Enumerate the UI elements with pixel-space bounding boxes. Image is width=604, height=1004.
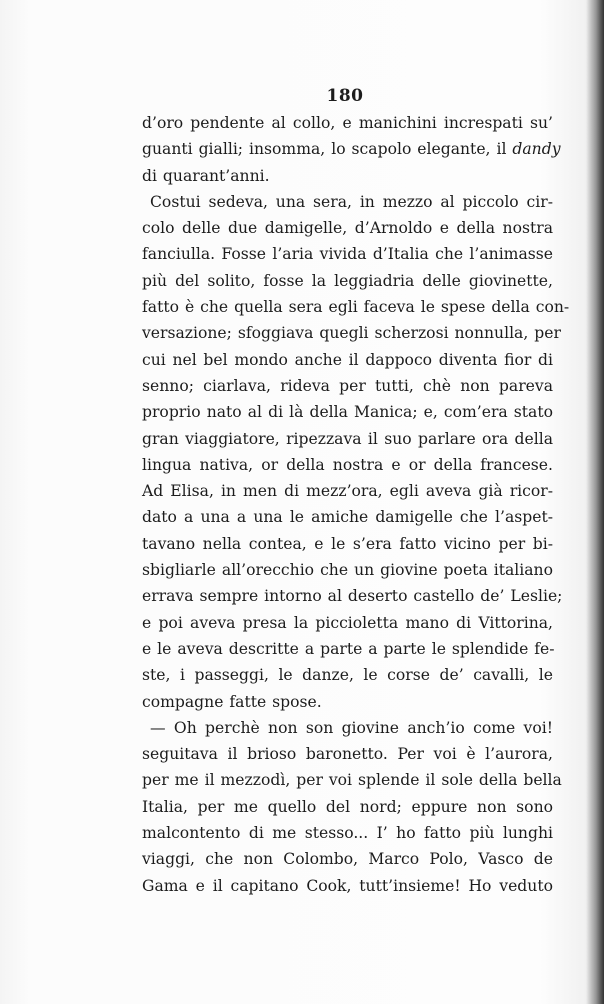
text-line [142,320,561,346]
text-line [142,163,553,189]
text-line [142,715,553,741]
text-line [142,373,553,399]
text-line-content: Ad Elisa, in men di mezz’ora, egli aveva già ricor- [142,482,553,501]
text-line-content: viaggi, che non Colombo, Marco Polo, Vasco de [142,850,553,869]
text-line [142,241,553,267]
text-line-content: Italia, per me quello del nord; eppure non sono [142,797,553,816]
text-line [142,136,561,162]
text-line-content: di quarant’anni. [142,166,270,185]
italic-word: dandy [512,140,561,159]
text-line-content: dato a una a una le amiche damigelle che l’aspet- [142,508,553,527]
text-line-content: malcontento di me stesso... I’ ho fatto più lunghi [142,824,553,843]
text-line [142,767,562,793]
text-line-content: Gama e il capitano Cook, tutt’insieme! Ho veduto [142,876,553,895]
text-line [142,873,553,899]
text-line-content: e le aveva descritte a parte a parte le splendide fe- [142,639,555,658]
text-line [142,504,553,530]
text-line-content: per me il mezzodì, per voi splende il sole della bella [142,771,562,790]
text-line [142,478,553,504]
text-line-content: ste, i passeggi, le danze, le corse de’ cavalli, le [142,666,553,685]
text-line [142,426,553,452]
text-line [142,531,553,557]
text-line [142,662,553,688]
text-line-content: cui nel bel mondo anche il dappoco diventa fior di [142,350,553,369]
text-line [142,215,553,241]
text-line [142,741,553,767]
text-line [142,452,553,478]
text-line [142,820,553,846]
text-line-content: gran viaggiatore, ripezzava il suo parlare ora della [142,429,553,448]
text-line-content: d’oro pendente al collo, e manichini increspati su’ [142,114,553,132]
text-line [142,794,553,820]
text-line [142,268,553,294]
text-line-content: tavano nella contea, e le s’era fatto vicino per bi- [142,534,553,553]
text-line [142,110,553,136]
text-line-content: errava sempre intorno al deserto castello de’ Leslie; [142,587,563,606]
text-line [142,636,553,662]
text-line-content: guanti gialli; insomma, lo scapolo elegante, il [142,140,513,159]
text-line-content: compagne fatte spose. [142,692,322,711]
text-line-content: lingua nativa, or della nostra e or della francese. [142,455,553,474]
text-line [142,689,553,715]
text-line-content: sbigliarle all’orecchio che un giovine poeta italiano [142,561,553,580]
text-line-content: proprio nato al di là della Manica; e, com’era stato [142,403,553,422]
text-line [142,583,563,609]
text-line-content: Costui sedeva, una sera, in mezzo al piccolo cir- [150,192,553,211]
text-line [142,347,553,373]
text-line [142,189,553,215]
text-line-content: più del solito, fosse la leggiadria delle giovinette, [142,271,553,290]
text-line-content: — Oh perchè non son giovine anch’io come voi! [150,718,553,737]
text-line-content: fanciulla. Fosse l’aria vivida d’Italia che l’animasse [142,245,553,264]
text-line-content: e poi aveva presa la piccioletta mano di Vittorina, [142,613,553,632]
page-number: 180 [326,86,364,106]
text-line [142,557,553,583]
text-line-content: senno; ciarlava, rideva per tutti, chè non pareva [142,376,553,395]
text-line [142,399,553,425]
text-line-content: versazione; sfoggiava quegli scherzosi nonnulla, per [142,324,561,343]
text-line [142,846,553,872]
text-line-content: fatto è che quella sera egli faceva le spese della con- [142,298,570,317]
text-line [142,294,570,320]
text-line-content: seguitava il brioso baronetto. Per voi è l’aurora, [142,745,553,764]
text-line [142,610,553,636]
text-line-content: colo delle due damigelle, d’Arnoldo e della nostra [142,219,553,238]
body-text [142,110,570,899]
page-edge-shadow [586,0,604,1004]
